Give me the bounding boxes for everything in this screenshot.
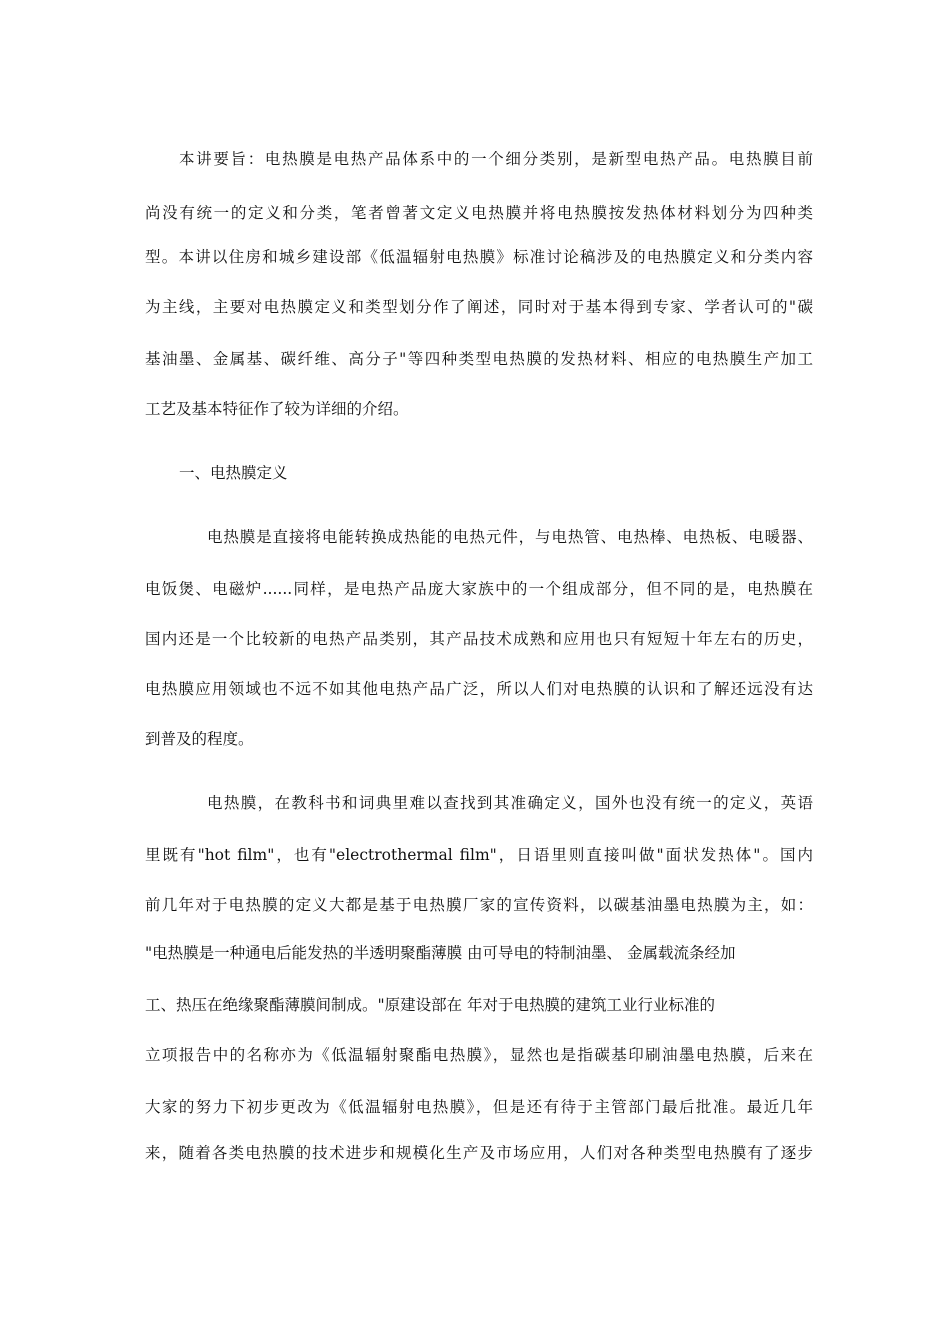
paragraph-line: 到普及的程度。 [145, 730, 254, 748]
summary-line: 本讲要旨：电热膜是电热产品体系中的一个细分类别，是新型电热产品。电热膜目前 [179, 150, 813, 168]
summary-line: 工艺及基本特征作了较为详细的介绍。 [145, 400, 409, 418]
section-heading: 一、电热膜定义 [179, 464, 288, 482]
paragraph-line: 电热膜是直接将电能转换成热能的电热元件，与电热管、电热棒、电热板、电暖器、 [207, 528, 813, 546]
paragraph-line: 来，随着各类电热膜的技术进步和规模化生产及市场应用，人们对各种类型电热膜有了逐步 [145, 1144, 813, 1162]
summary-line: 基油墨、金属基、碳纤维、高分子"等四种类型电热膜的发热材料、相应的电热膜生产加工 [145, 350, 813, 368]
paragraph-line: 国内还是一个比较新的电热产品类别，其产品技术成熟和应用也只有短短十年左右的历史， [145, 630, 813, 648]
paragraph-line: 立项报告中的名称亦为《低温辐射聚酯电热膜》，显然也是指碳基印刷油墨电热膜，后来在 [145, 1046, 813, 1064]
summary-line: 为主线，主要对电热膜定义和类型划分作了阐述，同时对于基本得到专家、学者认可的"碳 [145, 298, 813, 316]
paragraph-line: 电热膜，在教科书和词典里难以查找到其准确定义，国外也没有统一的定义，英语 [207, 794, 813, 812]
paragraph-line: 电热膜应用领域也不远不如其他电热产品广泛，所以人们对电热膜的认识和了解还远没有达 [145, 680, 813, 698]
paragraph-line: 里既有"hot film"，也有"electrothermal film"，日语里则直接叫做"面状发热体"。国内 [145, 846, 813, 864]
paragraph-line: 前几年对于电热膜的定义大都是基于电热膜厂家的宣传资料，以碳基油墨电热膜为主，如： [145, 896, 813, 914]
paragraph-line: 工、热压在绝缘聚酯薄膜间制成。"原建设部在 年对于电热膜的建筑工业行业标准的 [145, 996, 716, 1014]
paragraph-line: 大家的努力下初步更改为《低温辐射电热膜》，但是还有待于主管部门最后批准。最近几年 [145, 1098, 813, 1116]
summary-line: 型。本讲以住房和城乡建设部《低温辐射电热膜》标准讨论稿涉及的电热膜定义和分类内容 [145, 248, 813, 266]
paragraph-line: "电热膜是一种通电后能发热的半透明聚酯薄膜 由可导电的特制油墨、 金属载流条经加 [145, 944, 736, 962]
summary-line: 尚没有统一的定义和分类，笔者曾著文定义电热膜并将电热膜按发热体材料划分为四种类 [145, 204, 813, 222]
paragraph-line: 电饭煲、电磁炉......同样，是电热产品庞大家族中的一个组成部分，但不同的是，电热膜在 [145, 580, 813, 598]
